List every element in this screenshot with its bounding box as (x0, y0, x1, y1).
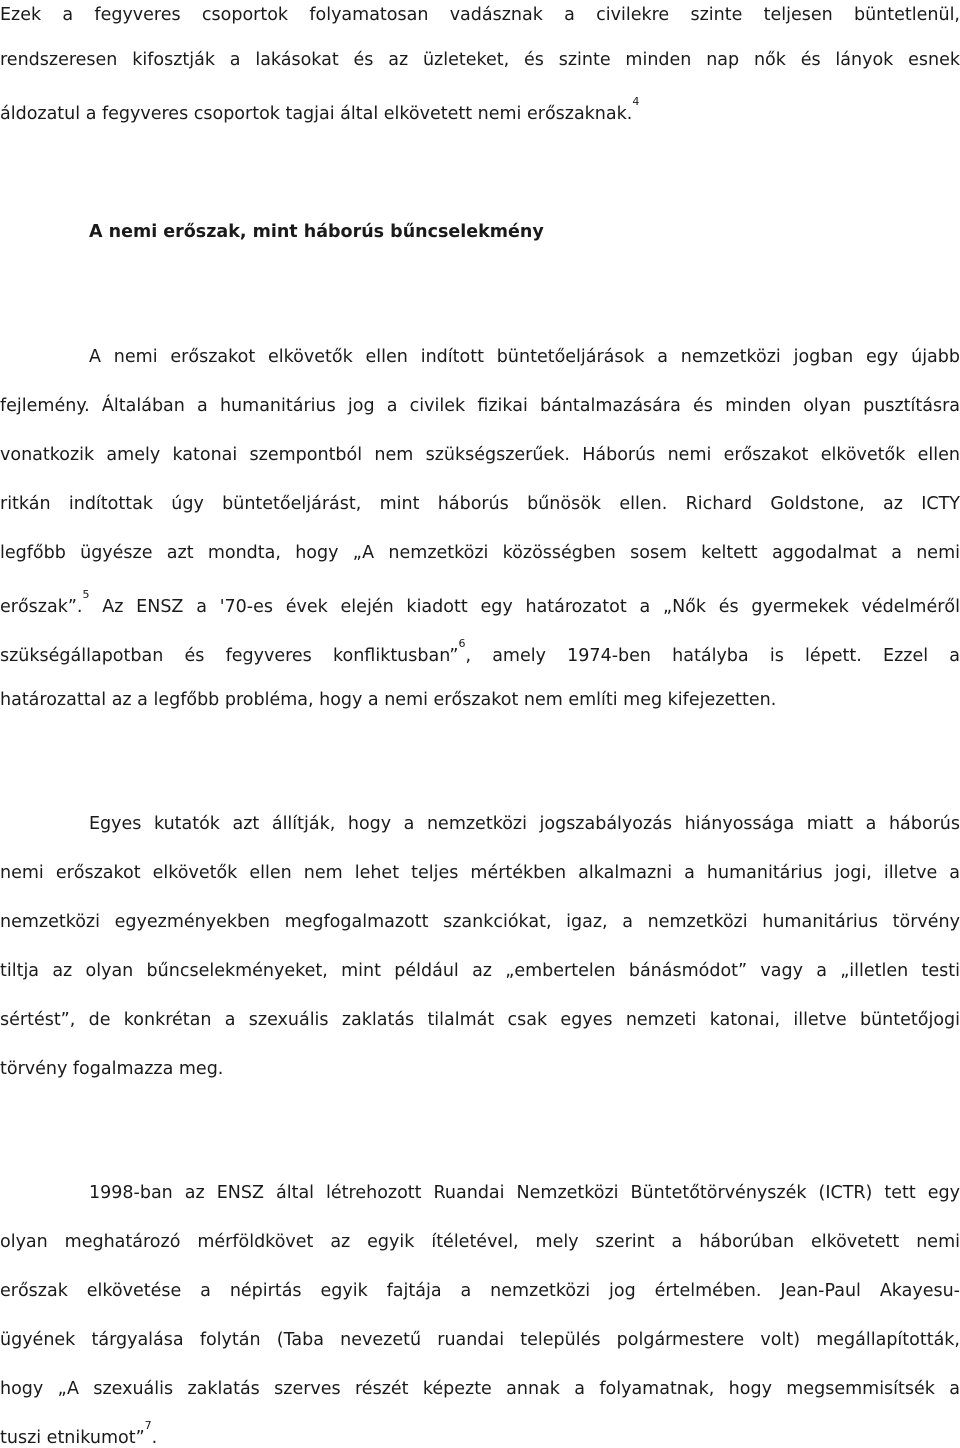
paragraph-4-line-4: ügyének tárgyalása folytán (Taba nevezetű ruandai település polgármestere volt) megállapították, (0, 1330, 960, 1350)
paragraph-2-line-7-end: , amely 1974-ben hatályba is lépett. Ezzel a (465, 645, 960, 666)
paragraph-4-line-2: olyan meghatározó mérföldkövet az egyik ítéletével, mely szerint a háborúban elkövetett nemi (0, 1232, 960, 1252)
paragraph-3-line-3: nemzetközi egyezményekben megfogalmazott szankciókat, igaz, a nemzetközi humanitárius törvény (0, 912, 960, 932)
section-heading: A nemi erőszak, mint háborús bűncselekmény (89, 222, 544, 242)
paragraph-2-line-7 (0, 636, 960, 666)
paragraph-2-line-8: határozattal az a legfőbb probléma, hogy a nemi erőszakot nem említi meg kifejezetten. (0, 690, 777, 710)
paragraph-2-line-6-start: erőszak”. (0, 596, 83, 617)
paragraph-3-line-6: törvény fogalmazza meg. (0, 1059, 224, 1079)
paragraph-2-line-2: fejlemény. Általában a humanitárius jog a civilek fizikai bántalmazására és minden olyan pusztításra (0, 396, 960, 416)
footnote-ref-6: 6 (458, 637, 466, 650)
paragraph-1-line-1: Ezek a fegyveres csoportok folyamatosan vadásznak a civilekre szinte teljesen büntetlenül, (0, 5, 960, 25)
paragraph-2-line-4: ritkán indítottak úgy büntetőeljárást, mint háborús bűnösök ellen. Richard Goldstone, az ICTY (0, 494, 960, 514)
paragraph-1-line-3-text: áldozatul a fegyveres csoportok tagjai által elkövetett nemi erőszaknak. (0, 103, 633, 124)
paragraph-4-line-5: hogy „A szexuális zaklatás szerves részét képezte annak a folyamatnak, hogy megsemmisítsék a (0, 1379, 960, 1399)
paragraph-1-line-2: rendszeresen kifosztják a lakásokat és az üzleteket, és szinte minden nap nők és lányok esnek (0, 50, 960, 70)
paragraph-4-line-6-tail: . (151, 1427, 158, 1448)
footnote-ref-5: 5 (82, 588, 90, 601)
paragraph-4-line-1: 1998-ban az ENSZ által létrehozott Ruandai Nemzetközi Büntetőtörvényszék (ICTR) tett egy (89, 1183, 960, 1203)
paragraph-2-line-5: legfőbb ügyésze azt mondta, hogy „A nemzetközi közösségben sosem keltett aggodalmat a nemi (0, 543, 960, 563)
paragraph-2-line-7-start: szükségállapotban és fegyveres konfliktusban” (0, 645, 459, 666)
footnote-ref-4: 4 (632, 95, 640, 108)
paragraph-2-line-3: vonatkozik amely katonai szempontból nem szükségszerűek. Háborús nemi erőszakot elkövetők ellen (0, 445, 960, 465)
paragraph-3-line-1: Egyes kutatók azt állítják, hogy a nemzetközi jogszabályozás hiányossága miatt a háborús (89, 814, 960, 834)
paragraph-1-line-3 (0, 94, 960, 124)
paragraph-2-line-6-end: Az ENSZ a '70-es évek elején kiadott egy határozatot a „Nők és gyermekek védelméről (89, 596, 960, 617)
paragraph-4-line-6 (0, 1418, 960, 1448)
paragraph-4-line-3: erőszak elkövetése a népirtás egyik fajtája a nemzetközi jog értelmében. Jean-Paul Akayesu- (0, 1281, 960, 1301)
paragraph-3-line-4: tiltja az olyan bűncselekményeket, mint például az „embertelen bánásmódot” vagy a „illetlen testi (0, 961, 960, 981)
footnote-ref-7: 7 (144, 1419, 152, 1432)
paragraph-3-line-5: sértést”, de konkrétan a szexuális zaklatás tilalmát csak egyes nemzeti katonai, illetve büntetőjogi (0, 1010, 960, 1030)
paragraph-2-line-1: A nemi erőszakot elkövetők ellen indított büntetőeljárások a nemzetközi jogban egy újabb (89, 347, 960, 367)
paragraph-4-line-6-text: tuszi etnikumot” (0, 1427, 145, 1448)
paragraph-3-line-2: nemi erőszakot elkövetők ellen nem lehet teljes mértékben alkalmazni a humanitárius jogi, illetve a (0, 863, 960, 883)
paragraph-2-line-6 (0, 587, 960, 617)
